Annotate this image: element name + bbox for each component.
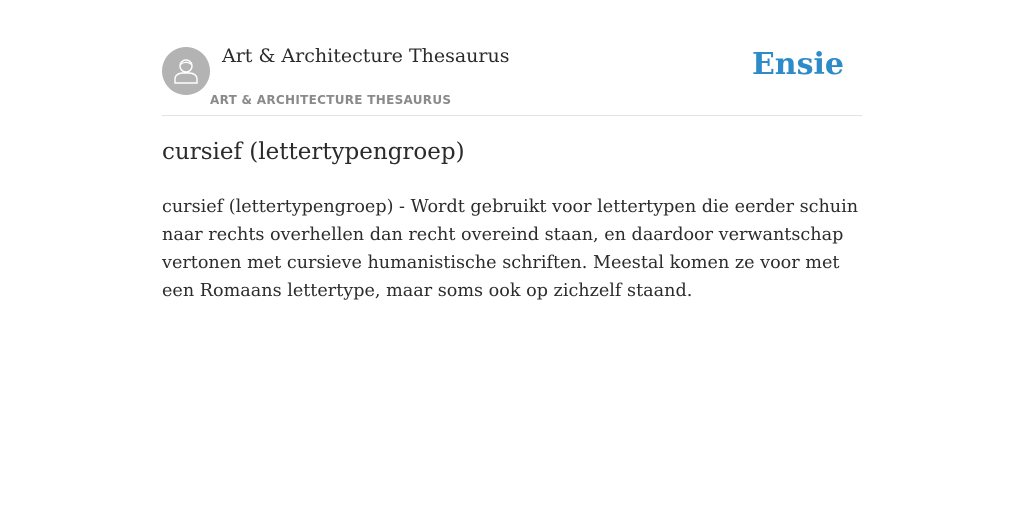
page-title: cursief (lettertypengroep)	[162, 139, 465, 165]
definition-text: cursief (lettertypengroep) - Wordt gebruikt voor lettertypen die eerder schuin naar rechts overhellen dan recht overeind staan, en daardoor verwantschap vertonen met cursieve humanistische schriften. Meestal komen ze voor met een Romaans lettertype, maar soms ook op zichzelf staand.	[162, 197, 859, 301]
author-subtitle[interactable]: ART & ARCHITECTURE THESAURUS	[210, 93, 452, 107]
author-name[interactable]: Art & Architecture Thesaurus	[222, 45, 510, 67]
ensie-logo[interactable]: Ensie	[751, 47, 844, 82]
author-avatar[interactable]	[162, 47, 210, 95]
user-avatar-icon	[171, 56, 201, 86]
page-header	[162, 0, 862, 116]
